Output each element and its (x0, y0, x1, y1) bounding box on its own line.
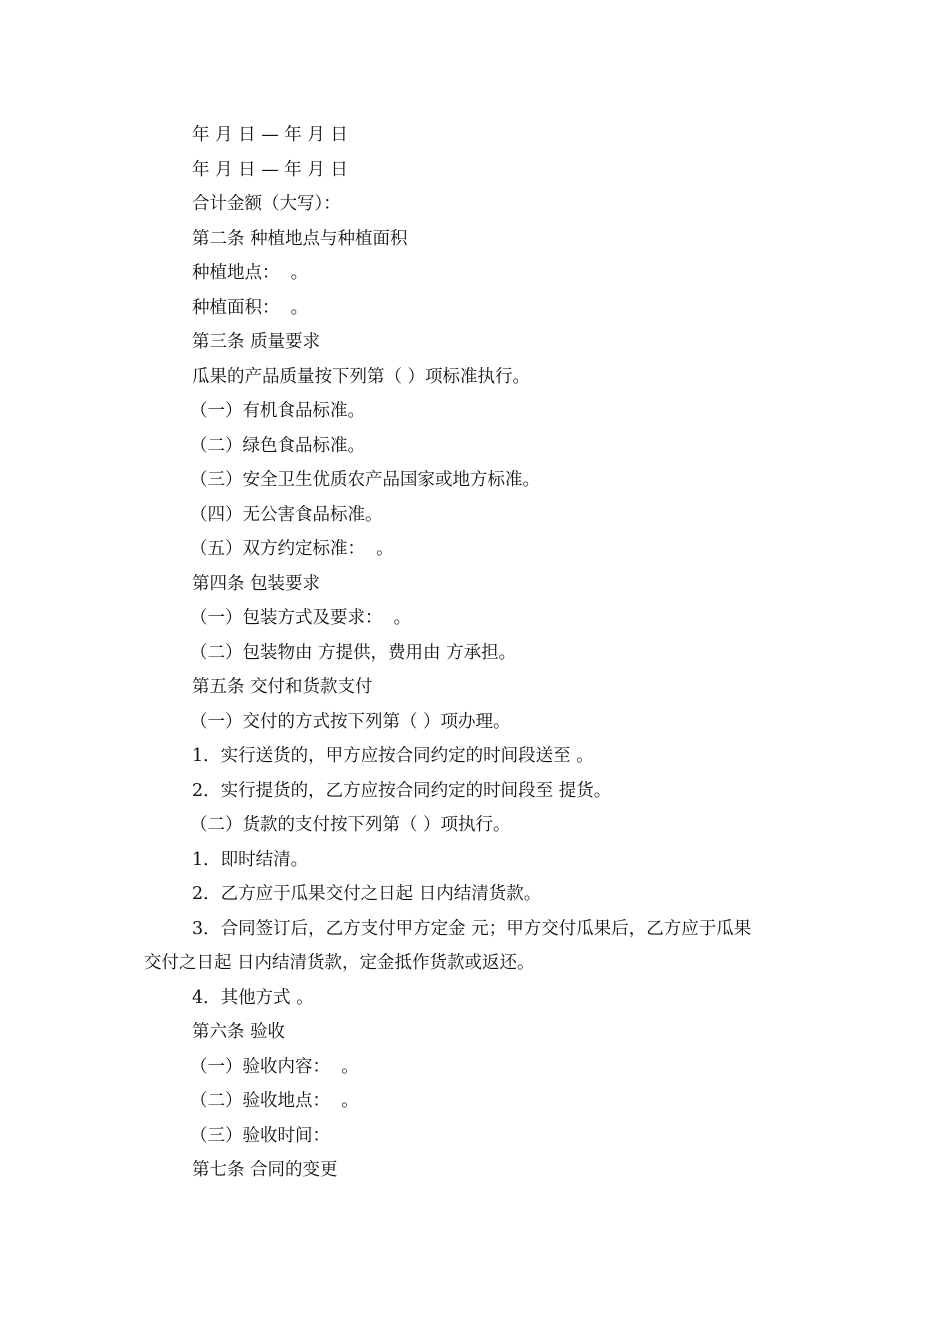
article-5-heading: 第五条 交付和货款支付 (192, 677, 373, 697)
packaging-method-line: （一）包装方式及要求： 。 (190, 608, 412, 628)
quality-option-2: （二）绿色食品标准。 (190, 435, 365, 456)
document-body (144, 118, 808, 1188)
inspection-content-line: （一）验收内容： 。 (190, 1056, 359, 1077)
quality-option-3: （三）安全卫生优质农产品国家或地方标准。 (190, 470, 540, 490)
delivery-option-1: 1．实行送货的，甲方应按合同约定的时间段送至 。 (192, 746, 594, 766)
article-2-heading: 第二条 种植地点与种植面积 (192, 228, 408, 249)
quality-option-4: （四）无公害食品标准。 (190, 504, 383, 525)
planting-area-line: 种植面积： 。 (192, 297, 309, 318)
payment-method-intro: （二）货款的支付按下列第（ ）项执行。 (190, 815, 511, 835)
article-3-heading: 第三条 质量要求 (192, 332, 321, 352)
payment-option-1: 1．即时结清。 (192, 849, 309, 870)
article-6-heading: 第六条 验收 (192, 1022, 286, 1042)
inspection-location-line: （二）验收地点： 。 (190, 1091, 359, 1111)
total-amount-line: 合计金额（大写）： (192, 194, 341, 214)
quality-option-1: （一）有机食品标准。 (190, 401, 365, 421)
inspection-time-line: （三）验收时间： (190, 1125, 330, 1146)
payment-option-2: 2．乙方应于瓜果交付之日起 日内结清货款。 (192, 884, 542, 904)
planting-location-line: 种植地点： 。 (192, 263, 309, 283)
quality-standard-intro: 瓜果的产品质量按下列第（ ）项标准执行。 (192, 366, 531, 387)
payment-option-4: 4．其他方式 。 (192, 987, 314, 1008)
quality-option-5: （五）双方约定标准： 。 (190, 539, 394, 559)
article-7-heading: 第七条 合同的变更 (192, 1160, 338, 1180)
article-4-heading: 第四条 包装要求 (192, 573, 321, 594)
payment-option-3: 3．合同签订后，乙方支付甲方定金 元；甲方交付瓜果后，乙方应于瓜果 (192, 918, 752, 939)
payment-option-3-continued: 交付之日起 日内结清货款，定金抵作货款或返还。 (144, 953, 535, 973)
delivery-method-intro: （一）交付的方式按下列第（ ）项办理。 (190, 711, 511, 732)
date-range-line-1: 年 月 日 — 年 月 日 (192, 125, 348, 145)
date-range-line-2: 年 月 日 — 年 月 日 (192, 159, 348, 180)
packaging-cost-line: （二）包装物由 方提供，费用由 方承担。 (190, 642, 517, 663)
delivery-option-2: 2．实行提货的，乙方应按合同约定的时间段至 提货。 (192, 780, 612, 801)
